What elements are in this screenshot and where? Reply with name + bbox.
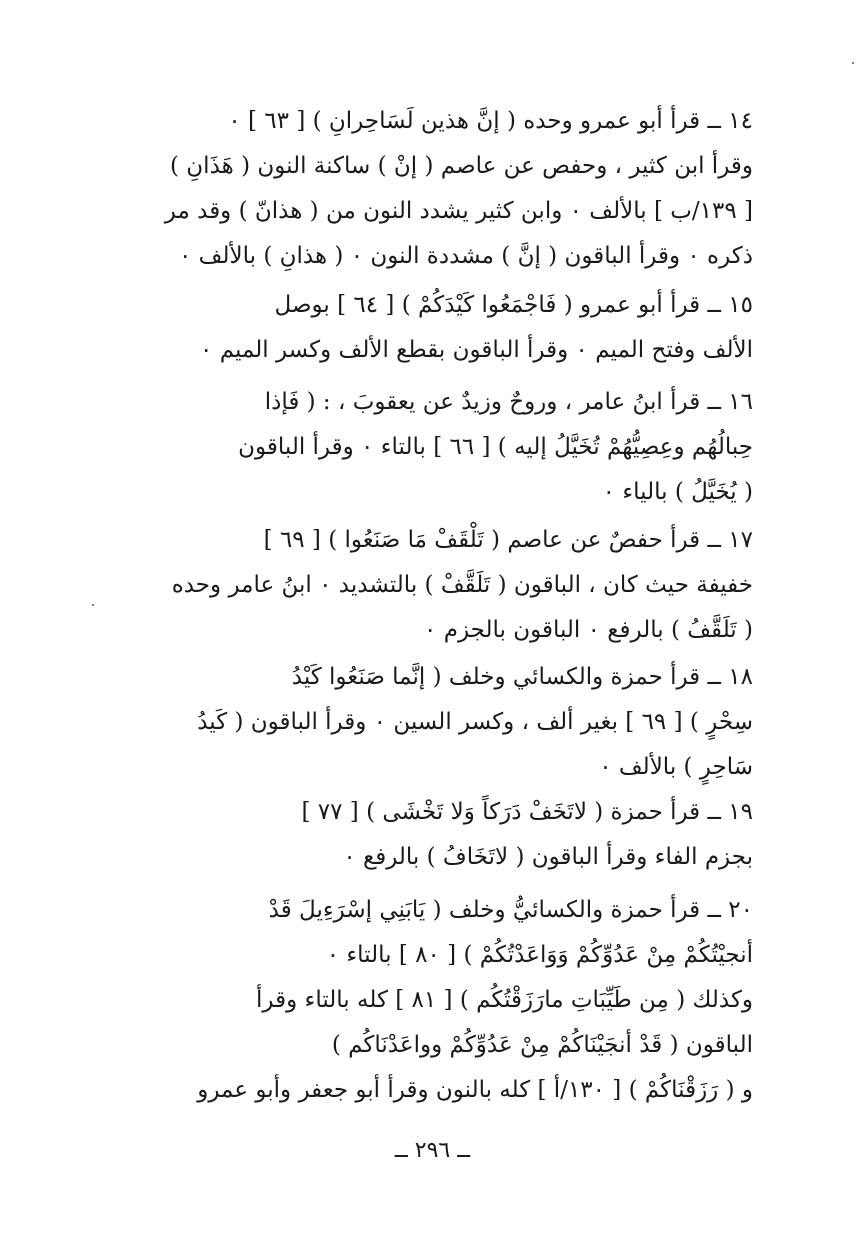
paragraph-14 [100,99,753,279]
text-line: ١٥ ــ قرأ أبو عمرو ( فَاجْمَعُوا كَيْدَكُمْ ) [ ٦٤ ] بوصل [274,292,753,318]
text-line: سَاحِرٍ ) بالألف ٠ [599,754,753,780]
text-line: وكذلك ( مِن طَيِّبَاتِ مارَزَقْتُكُم ) [ ٨١ ] كله بالتاء وقرأ [256,987,753,1013]
text-line: ١٧ ــ قرأ حفصٌ عن عاصم ( تَلْقَفْ مَا صَنَعُوا ) [ ٦٩ ] [263,527,753,553]
text-line: ذكره ٠ وقرأ الباقون ( إنَّ ) مشددة النون ٠ ( هذانِ ) بالألف ٠ [179,243,753,269]
text-line: الباقون ( قَدْ أنجَيْنَاكُمْ مِنْ عَدُوِّكُمْ وواعَدْنَاكُم ) [331,1032,753,1058]
text-line: [ ١٣٩/ب ] بالألف ٠ وابن كثير يشدد النون من ( هذانّ ) وقد مر [164,198,753,224]
text-line: الألف وفتح الميم ٠ وقرأ الباقون بقطع الألف وكسر الميم ٠ [200,337,753,363]
text-line: أنجيْتُكُمْ مِنْ عَدُوِّكُمْ وَوَاعَدْتُكُمْ ) [ ٨٠ ] بالتاء ٠ [326,942,753,968]
text-line: ٢٠ ــ قرأ حمزة والكسائيُّ وخلف ( يَابَنِي إسْرَءِيلَ قَدْ [268,897,753,923]
text-line: ١٦ ــ قرأ ابنُ عامر ، وروحٌ وزيدٌ عن يعقوبَ ، : ( فَإذا [264,389,753,415]
scan-speck [92,604,94,606]
text-line: ( تَلَقَّفُ ) بالرفع ٠ الباقون بالجزم ٠ [424,617,753,643]
page-number: ــ ٢٩٦ ــ [394,1138,471,1163]
paragraph-17 [100,518,753,653]
paragraph-18 [100,655,753,790]
text-line: سِحْرٍ ) [ ٦٩ ] بغير ألف ، وكسر السين ٠ وقرأ الباقون ( كَيدُ [197,709,753,735]
paragraph-15 [100,283,753,373]
text-line: بجزم الفاء وقرأ الباقون ( لاتَخَافُ ) بالرفع ٠ [343,844,753,870]
text-line: و ( رَزَقْنَاكُمْ ) [ ١٣٠/أ ] كله بالنون وقرأ أبو جعفر وأبو عمرو [197,1077,753,1103]
text-line: حِبالُهُم وعِصِيُّهُمْ تُخَيَّلُ إليه ) [ ٦٦ ] بالتاء ٠ وقرأ الباقون [238,434,753,460]
text-line: ١٨ ــ قرأ حمزة والكسائي وخلف ( إنَّما صَنَعُوا كَيْدُ [291,664,753,690]
paragraph-16 [100,380,753,515]
text-line: ١٩ ــ قرأ حمزة ( لاتَخَفْ دَرَكاً وَلا تَخْشَى ) [ ٧٧ ] [301,799,753,825]
text-line: خفيفة حيث كان ، الباقون ( تَلَقَّفْ ) بالتشديد ٠ ابنُ عامر وحده [171,572,753,598]
paragraph-20 [100,888,753,1113]
text-line: ١٤ ــ قرأ أبو عمرو وحده ( إنَّ هذين لَسَاحِرانِ ) [ ٦٣ ] ٠ [228,108,753,134]
text-line: ( يُخَيَّلُ ) بالياء ٠ [602,479,753,505]
scan-speck [852,62,854,64]
text-line: وقرأ ابن كثير ، وحفص عن عاصم ( إنْ ) ساكنة النون ( هَذَانِ ) [170,153,753,179]
paragraph-19 [100,790,753,880]
